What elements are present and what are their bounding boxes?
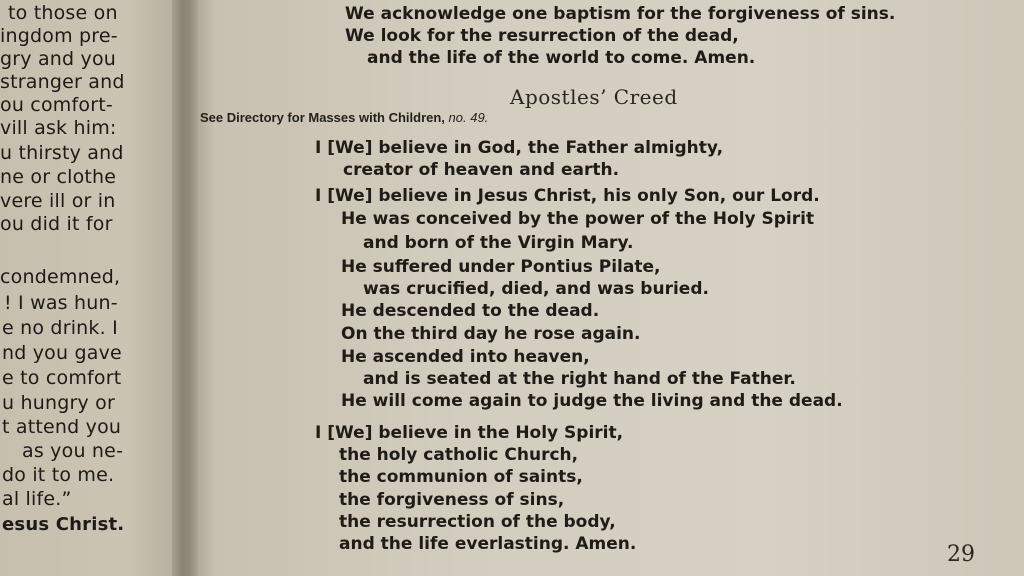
left-text-line: e to comfort <box>2 367 122 389</box>
page-number: 29 <box>947 542 975 567</box>
nicene-creed-line: and the life of the world to come. Amen. <box>367 48 756 68</box>
creed-line: He ascended into heaven, <box>341 347 590 367</box>
creed-line: creator of heaven and earth. <box>343 160 620 180</box>
left-text-line: ne or clothe <box>0 166 117 188</box>
creed-line: I [We] believe in Jesus Christ, his only Son, our Lord. <box>315 186 820 206</box>
creed-line: was crucified, died, and was buried. <box>363 279 709 299</box>
left-text-line: u thirsty and <box>0 142 124 164</box>
left-text-line: ingdom pre- <box>0 25 118 47</box>
left-text-line: ! I was hun- <box>4 292 118 314</box>
left-text-line: do it to me. <box>2 464 115 486</box>
creed-line: On the third day he rose again. <box>341 324 641 344</box>
creed-line: He was conceived by the power of the Holy Spirit <box>341 209 815 229</box>
left-text-line: condemned, <box>0 266 121 288</box>
left-text-line: stranger and <box>0 71 125 93</box>
left-text-line: ou did it for <box>0 213 113 235</box>
creed-line: I [We] believe in God, the Father almighty, <box>315 138 724 158</box>
creed-line: and born of the Virgin Mary. <box>363 233 634 253</box>
creed-line: I [We] believe in the Holy Spirit, <box>315 423 624 443</box>
directory-note <box>200 110 488 125</box>
directory-note-ref: no. 49. <box>448 110 489 125</box>
left-text-line: as you ne- <box>22 440 124 462</box>
right-page <box>195 0 1024 576</box>
directory-note-text: See Directory for Masses with Children, <box>200 110 445 125</box>
left-text-line: to those on <box>8 2 118 24</box>
left-text-line: al life.” <box>2 488 72 510</box>
section-heading: Apostles’ Creed <box>510 85 678 109</box>
nicene-creed-line: We look for the resurrection of the dead, <box>345 26 739 46</box>
left-text-line: nd you gave <box>2 342 122 364</box>
creed-line: He will come again to judge the living and the dead. <box>341 391 843 411</box>
left-text-line: u hungry or <box>2 392 115 414</box>
left-text-line: ou comfort- <box>0 94 113 116</box>
creed-line: He suffered under Pontius Pilate, <box>341 257 661 277</box>
left-text-line: e no drink. I <box>2 317 118 339</box>
creed-line: and the life everlasting. Amen. <box>339 534 637 554</box>
nicene-creed-line: We acknowledge one baptism for the forgiveness of sins. <box>345 4 896 24</box>
left-page <box>0 0 180 576</box>
creed-line: the communion of saints, <box>339 467 583 487</box>
left-text-line: gry and you <box>0 48 117 70</box>
creed-line: the resurrection of the body, <box>339 512 616 532</box>
creed-line: and is seated at the right hand of the Father. <box>363 369 796 389</box>
creed-line: He descended to the dead. <box>341 301 600 321</box>
left-text-line: t attend you <box>2 416 122 438</box>
creed-line: the holy catholic Church, <box>339 445 579 465</box>
left-text-line: esus Christ. <box>2 514 125 535</box>
creed-line: the forgiveness of sins, <box>339 490 565 510</box>
left-text-line: vere ill or in <box>0 190 116 212</box>
left-text-line: vill ask him: <box>0 117 117 139</box>
